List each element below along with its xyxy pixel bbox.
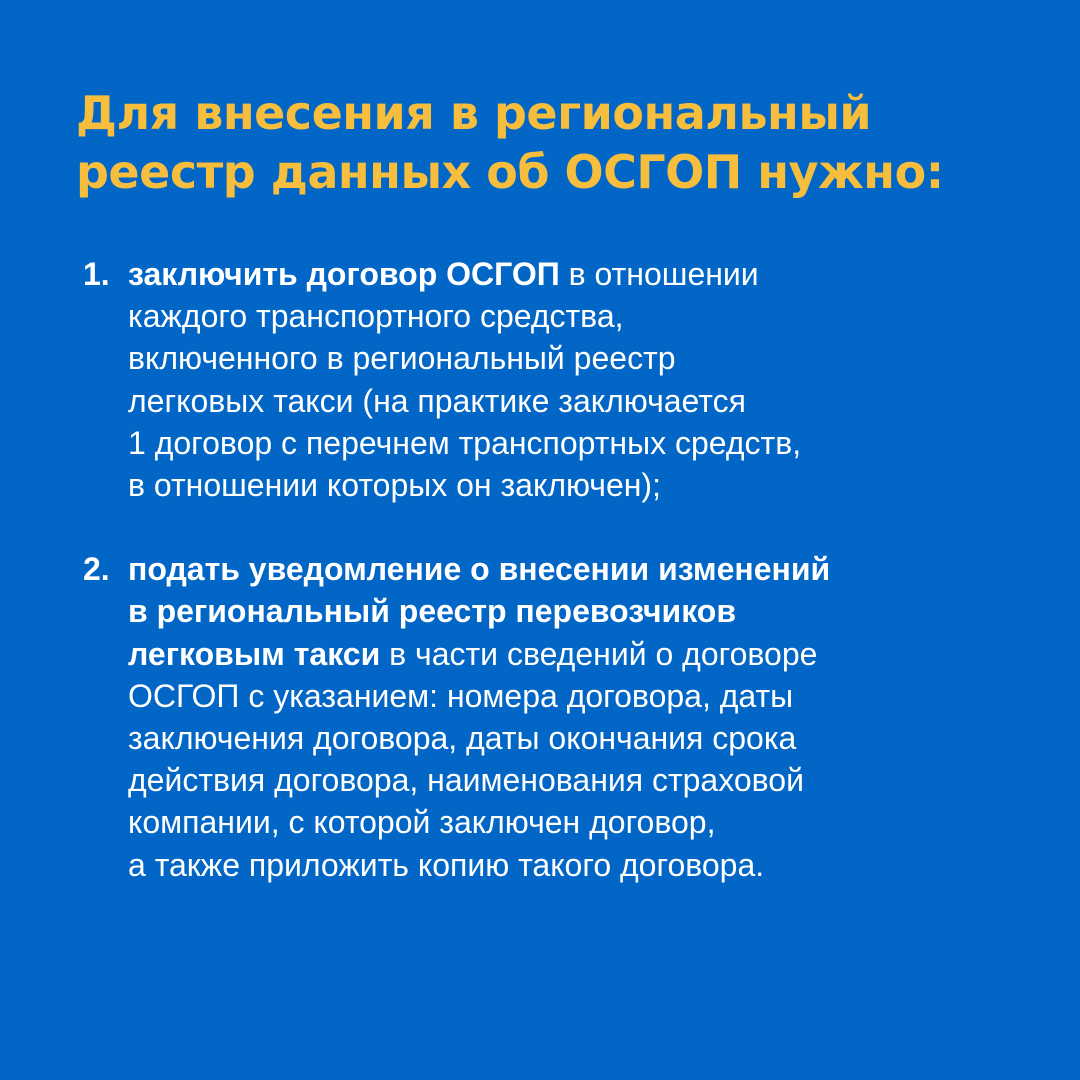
item-line: в отношении которых он заключен); bbox=[128, 467, 661, 504]
item-number: 2. bbox=[83, 551, 110, 588]
item-line: действия договора, наименования страховой bbox=[128, 762, 804, 799]
item-line: ОСГОП с указанием: номера договора, даты bbox=[128, 677, 794, 714]
item-line bbox=[128, 253, 1010, 295]
item-line: компании, с которой заключен договор, bbox=[128, 804, 716, 841]
list-item bbox=[80, 548, 1010, 886]
item-line: каждого транспортного средства, bbox=[128, 298, 624, 335]
requirements-list bbox=[80, 253, 1010, 886]
title-line: реестр данных об ОСГОП нужно: bbox=[76, 145, 944, 199]
page-title bbox=[76, 84, 1026, 202]
item-bold-text: заключить договор ОСГОП bbox=[128, 256, 560, 292]
item-line: заключения договора, даты окончания срока bbox=[128, 720, 797, 757]
item-line bbox=[128, 633, 1010, 675]
title-line: Для внесения в региональный bbox=[76, 86, 872, 140]
item-text: в части сведений о договоре bbox=[380, 635, 818, 672]
list-item bbox=[80, 253, 1010, 506]
item-line: легковых такси (на практике заключается bbox=[128, 382, 746, 419]
item-line: включенного в региональный реестр bbox=[128, 340, 676, 377]
item-line: 1 договор с перечнем транспортных средств, bbox=[128, 424, 802, 461]
item-number: 1. bbox=[83, 256, 110, 292]
item-line: а также приложить копию такого договора. bbox=[128, 846, 765, 883]
item-bold-text: легковым такси bbox=[128, 635, 381, 672]
item-text: в отношении bbox=[559, 256, 759, 292]
item-bold-text: подать уведомление о внесении изменений bbox=[128, 551, 831, 588]
item-bold-text: в региональный реестр перевозчиков bbox=[128, 593, 737, 630]
